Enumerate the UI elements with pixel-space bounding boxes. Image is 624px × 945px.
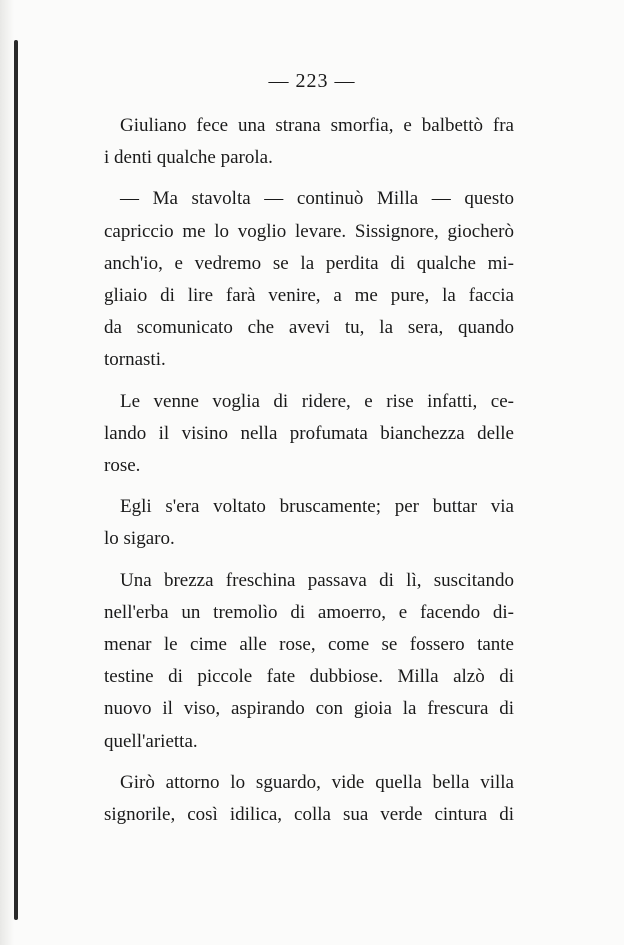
text-line: da scomunicato che avevi tu, la sera, quando (104, 317, 514, 339)
text-line: signorile, così idilica, colla sua verde cintura di (104, 804, 514, 826)
text-line: rose. (104, 455, 141, 477)
text-line: Le venne voglia di ridere, e rise infatti, ce- (120, 390, 514, 412)
page-number: — 223 — (268, 70, 356, 92)
text-line: Egli s'era voltato bruscamente; per buttar via (120, 496, 514, 518)
paragraph (104, 565, 514, 758)
text-line: Girò attorno lo sguardo, vide quella bella villa (120, 771, 514, 793)
text-line: menar le cime alle rose, come se fossero tante (104, 634, 514, 656)
paragraph (104, 767, 514, 831)
text-line: Giuliano fece una strana smorfia, e balbettò fra (120, 115, 514, 136)
text-line: — Ma stavolta — continuò Milla — questo (120, 188, 514, 210)
text-line: i denti qualche parola. (104, 147, 273, 169)
paragraph (104, 110, 514, 174)
binding-shadow (0, 0, 14, 945)
text-line: lando il visino nella profumata bianchezza delle (104, 422, 514, 444)
paragraph (104, 183, 514, 376)
text-line: gliaio di lire farà venire, a me pure, la faccia (104, 285, 514, 307)
text-line: quell'arietta. (104, 730, 198, 752)
text-line: tornasti. (104, 349, 166, 371)
text-line: nuovo il viso, aspirando con gioia la frescura di (104, 698, 514, 720)
body-text (104, 110, 514, 840)
text-line: testine di piccole fate dubbiose. Milla alzò di (104, 666, 514, 688)
text-line: Una brezza freschina passava di lì, suscitando (120, 569, 514, 591)
text-line: capriccio me lo voglio levare. Sissignore, giocherò (104, 220, 514, 242)
text-line: anch'io, e vedremo se la perdita di qualche mi- (104, 252, 514, 274)
text-line: nell'erba un tremolìo di amoerro, e facendo di- (104, 601, 514, 623)
text-line: lo sigaro. (104, 528, 175, 550)
paragraph (104, 491, 514, 555)
binding-edge (14, 40, 18, 920)
paragraph (104, 386, 514, 483)
